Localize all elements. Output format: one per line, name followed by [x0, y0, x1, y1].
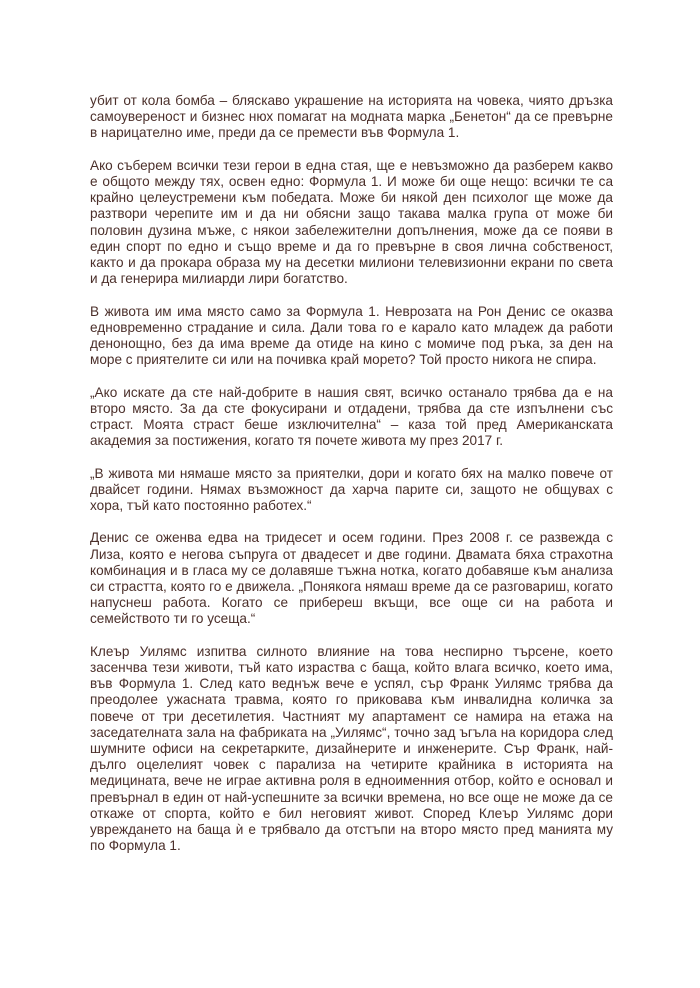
body-text: [90, 93, 613, 854]
paragraph-4: „Ако искате да сте най-добрите в нашия свят, всичко останало трябва да е на второ място. За да сте фокусирани и отдадени, трябва да сте изпълнени със страст. Моята страст беше изключителна“ – каза той пред Американската академия за постижения, когато тя почете живота му през 2017 г.: [90, 384, 613, 449]
paragraph-2: Ако съберем всички тези герои в една стая, ще е невъзможно да разберем какво е общото между тях, освен едно: Формула 1. И може би още нещо: всички те са крайно целеустремени към победата. Може би някой ден психолог ще може да разтвори черепите им и да ни обясни защо такава малка група от може би половин дузина мъже, с някои забележителни допълнения, може да се появи в един спорт по едно и също време и да го превърне в своя лична собственост, както и да прокара образа му на десетки милиони телевизионни екрани по света и да генерира милиарди лири богатство.: [90, 157, 613, 287]
paragraph-3: В живота им има място само за Формула 1. Неврозата на Рон Денис се оказва едновременно страдание и сила. Дали това го е карало като младеж да работи денонощно, без да има време да отиде на кино с момиче под ръка, за ден на море с приятелите си или на почивка край морето? Той просто никога не спира.: [90, 303, 613, 368]
paragraph-1: убит от кола бомба – бляскаво украшение на историята на човека, чиято дръзка самоувереност и бизнес нюх помагат на модната марка „Бенетон“ да се превърне в нарицателно име, преди да се премести във Формула 1.: [90, 93, 613, 141]
paragraph-6: Денис се оженва едва на тридесет и осем години. През 2008 г. се развежда с Лиза, която е негова съпруга от двадесет и две години. Двамата бяха страхотна комбинация и в гласа му се долавяше тъжна нотка, когато добавяше към анализа си страстта, която го е движела. „Понякога нямаш време да се разговариш, когато напуснеш работа. Когато се прибереш вкъщи, все още си на работа и семейството ти го усеща.“: [90, 530, 613, 627]
paragraph-7: Клеър Уилямс изпитва силното влияние на това неспирно търсене, което засенчва тези животи, тъй като израства с баща, който влага всичко, което има, във Формула 1. След като веднъж вече е успял, сър Франк Уилямс трябва да преодолее ужасната травма, която го приковава към инвалидна количка за повече от три десетилетия. Частният му апартамент се намира на етажа на заседателната зала на фабриката на „Уилямс“, точно зад ъгъла на коридора след шумните офиси на секретарките, дизайнерите и инженерите. Сър Франк, най-дълго оцелелият човек с парализа на четирите крайника в историята на медицината, вече не играе активна роля в едноименния отбор, който е основал и превърнал в един от най-успешните за всички времена, но все още не може да се откаже от спорта, който е бил неговият живот. Според Клеър Уилямс дори увреждането на баща ѝ е трябвало да отстъпи на второ място пред манията му по Формула 1.: [90, 643, 613, 854]
paragraph-5: „В живота ми нямаше място за приятелки, дори и когато бях на малко повече от двайсет години. Нямах възможност да харча парите си, защото не общувах с хора, тъй като постоянно работех.“: [90, 465, 613, 514]
